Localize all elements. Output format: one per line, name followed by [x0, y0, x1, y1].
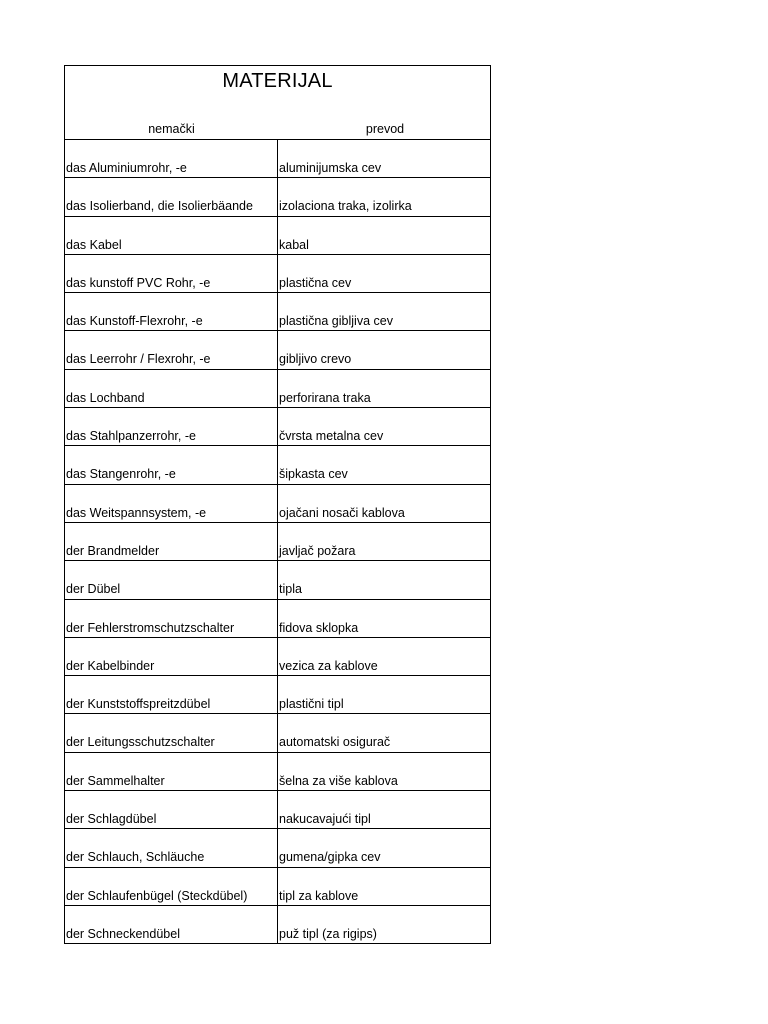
german-term-cell: der Dübel	[65, 561, 278, 598]
german-term-cell: der Fehlerstromschutzschalter	[65, 600, 278, 637]
german-term-cell: das Stangenrohr, -e	[65, 446, 278, 483]
german-term-cell: der Kabelbinder	[65, 638, 278, 675]
table-row	[65, 485, 490, 523]
table-row	[65, 255, 490, 293]
table-header	[64, 65, 491, 140]
translation-cell: gumena/gipka cev	[279, 850, 381, 865]
german-term-cell: das Kabel	[65, 217, 278, 254]
translation-cell: plastična cev	[279, 275, 352, 290]
german-term-cell: das Leerrohr / Flexrohr, -e	[65, 331, 278, 368]
german-term-cell: das Stahlpanzerrohr, -e	[65, 408, 278, 445]
column-header-translation: prevod	[365, 122, 405, 136]
table-row	[65, 676, 490, 714]
table-row	[65, 714, 490, 752]
table-row	[65, 370, 490, 408]
translation-cell: šipkasta cev	[279, 467, 348, 482]
translation-cell: gibljivo crevo	[279, 352, 352, 367]
translation-cell: aluminijumska cev	[279, 161, 382, 175]
vocabulary-table	[64, 140, 491, 944]
german-term-cell: das Weitspannsystem, -e	[65, 485, 278, 522]
vocabulary-sheet	[64, 65, 491, 944]
table-row	[65, 868, 490, 906]
table-row	[65, 753, 490, 791]
german-term-cell: das Aluminiumrohr, -e	[65, 140, 278, 177]
german-term-cell: der Brandmelder	[65, 523, 278, 560]
german-term-cell: das Isolierband, die Isolierbäande	[65, 178, 278, 215]
translation-cell: perforirana traka	[279, 390, 371, 405]
translation-cell: nakucavajući tipl	[279, 812, 371, 827]
table-row	[65, 408, 490, 446]
german-term-cell: das Lochband	[65, 370, 278, 407]
german-term-cell: der Schlauch, Schläuche	[65, 829, 278, 866]
translation-cell: ojačani nosači kablova	[279, 505, 405, 520]
table-row	[65, 600, 490, 638]
translation-cell: plastični tipl	[279, 697, 344, 712]
german-term-cell: der Kunststoffspreitzdübel	[65, 676, 278, 713]
translation-cell: tipl za kablove	[279, 888, 359, 903]
german-term-cell: das Kunstoff-Flexrohr, -e	[65, 293, 278, 330]
table-row	[65, 906, 490, 944]
table-row	[65, 446, 490, 484]
table-row	[65, 293, 490, 331]
column-header-german: nemački	[148, 122, 195, 136]
translation-cell: čvrsta metalna cev	[279, 429, 384, 444]
table-row	[65, 523, 490, 561]
german-term-cell: der Schlagdübel	[65, 791, 278, 828]
german-term-cell: der Sammelhalter	[65, 753, 278, 790]
table-row	[65, 178, 490, 216]
translation-cell: vezica za kablove	[279, 658, 378, 673]
table-row	[65, 791, 490, 829]
translation-cell: puž tipl (za rigips)	[279, 926, 377, 941]
table-row	[65, 638, 490, 676]
page-title: MATERIJAL	[222, 70, 333, 92]
translation-cell: tipla	[279, 582, 302, 597]
german-term-cell: der Leitungsschutzschalter	[65, 714, 278, 751]
translation-cell: plastična gibljiva cev	[279, 314, 393, 329]
translation-cell: šelna za više kablova	[279, 773, 398, 788]
german-term-cell: das kunstoff PVC Rohr, -e	[65, 255, 278, 292]
translation-cell: fidova sklopka	[279, 620, 359, 635]
translation-cell: kabal	[279, 237, 309, 252]
translation-cell: javljač požara	[279, 543, 356, 558]
translation-cell: izolaciona traka, izolirka	[279, 199, 412, 214]
table-row	[65, 331, 490, 369]
table-row	[65, 217, 490, 255]
german-term-cell: der Schlaufenbügel (Steckdübel)	[65, 868, 278, 905]
table-row	[65, 829, 490, 867]
german-term-cell: der Schneckendübel	[65, 906, 278, 943]
table-row	[65, 140, 490, 178]
table-row	[65, 561, 490, 599]
translation-cell: automatski osigurač	[279, 735, 391, 750]
